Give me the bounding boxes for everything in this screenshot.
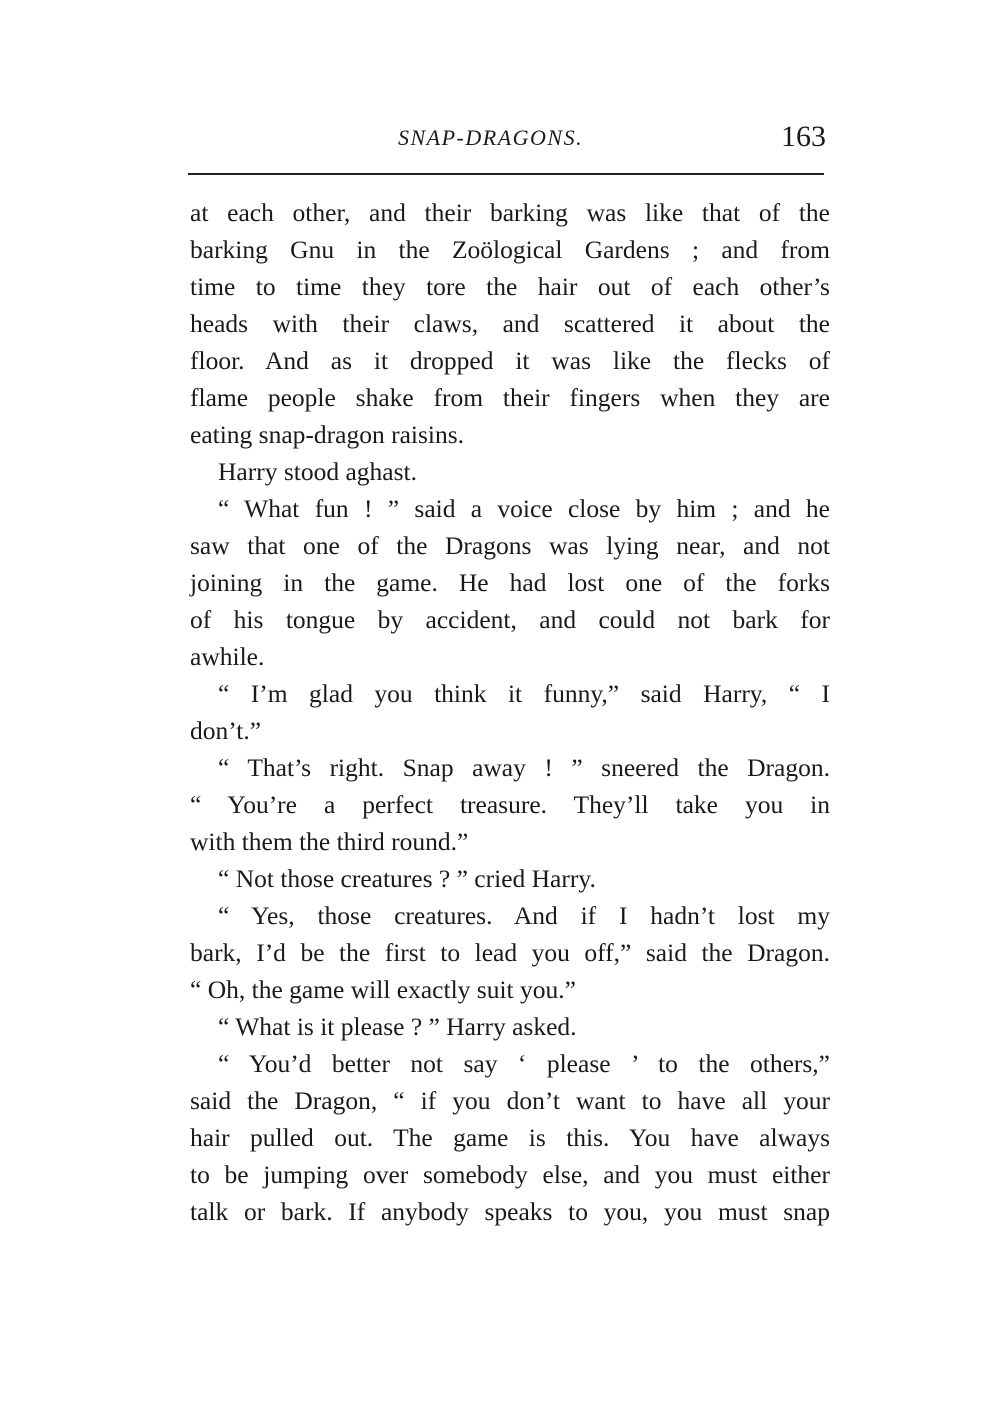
text-line: said the Dragon, “ if you don’t want to have all your [190,1086,830,1115]
text-line: hair pulled out. The game is this. You have always [190,1123,830,1152]
text-line: eating snap-dragon raisins. [190,420,465,449]
text-line: “ Not those creatures ? ” cried Harry. [218,864,596,893]
running-header [188,118,830,158]
text-line: joining in the game. He had lost one of the forks [190,568,830,597]
text-line: saw that one of the Dragons was lying near, and not [190,531,830,560]
text-line: flame people shake from their fingers when they are [190,383,830,412]
text-line: “ Oh, the game will exactly suit you.” [190,975,576,1004]
body-text [190,194,830,1230]
text-line: floor. And as it dropped it was like the flecks of [190,346,830,375]
text-line: “ I’m glad you think it funny,” said Harry, “ I [218,679,830,708]
text-line: “ That’s right. Snap away ! ” sneered the Dragon. [218,753,830,782]
page-number: 163 [781,120,826,153]
text-line: at each other, and their barking was like that of the [190,198,830,227]
text-line: don’t.” [190,716,262,745]
text-line: talk or bark. If anybody speaks to you, you must snap [190,1197,830,1226]
text-line: Harry stood aghast. [218,457,417,486]
text-line: awhile. [190,642,265,671]
text-line: “ You’re a perfect treasure. They’ll take you in [190,790,830,819]
text-line: “ What is it please ? ” Harry asked. [218,1012,577,1041]
text-line: with them the third round.” [190,827,469,856]
text-line: barking Gnu in the Zoölogical Gardens ; and from [190,235,830,264]
text-line: “ You’d better not say ‘ please ’ to the others,” [218,1049,830,1078]
text-line: heads with their claws, and scattered it about the [190,309,830,338]
text-line: “ What fun ! ” said a voice close by him ; and he [218,494,830,523]
header-rule [188,173,824,175]
running-title: SNAP-DRAGONS. [398,125,584,150]
text-line: of his tongue by accident, and could not bark for [190,605,830,634]
text-line: bark, I’d be the first to lead you off,” said the Dragon. [190,938,830,967]
text-line: time to time they tore the hair out of each other’s [190,272,830,301]
text-line: “ Yes, those creatures. And if I hadn’t lost my [218,901,830,930]
text-line: to be jumping over somebody else, and you must either [190,1160,830,1189]
